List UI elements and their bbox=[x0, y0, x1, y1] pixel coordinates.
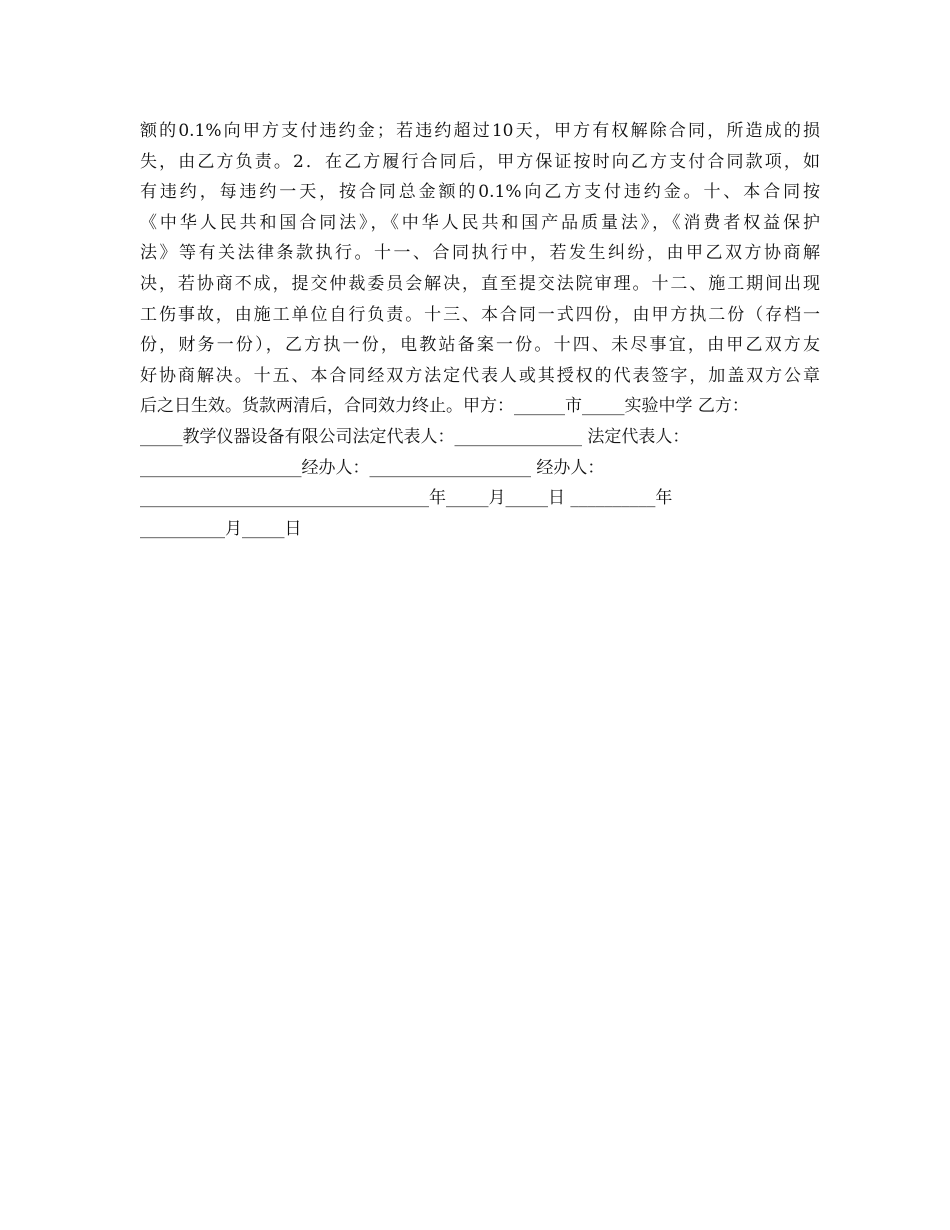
text-line: _____教学仪器设备有限公司法定代表人：_______________ 法定代表人： bbox=[140, 426, 690, 447]
text-line: 失，由乙方负责。2．在乙方履行合同后，甲方保证按时向乙方支付合同款项，如 bbox=[140, 151, 820, 172]
contract-text bbox=[140, 116, 820, 544]
text-line: 法》等有关法律条款执行。十一、合同执行中，若发生纠纷，由甲乙双方协商解 bbox=[140, 243, 820, 264]
text-line: 有违约，每违约一天，按合同总金额的0.1%向乙方支付违约金。十、本合同按 bbox=[140, 182, 820, 203]
text-line: __________________________________年_____月_____日 __________年 bbox=[140, 488, 673, 509]
text-line: 后之日生效。货款两清后，合同效力终止。甲方：______市_____实验中学 乙方： bbox=[140, 396, 749, 417]
text-line: 工伤事故，由施工单位自行负责。十三、本合同一式四份，由甲方执二份（存档一 bbox=[140, 304, 820, 325]
text-line: 份，财务一份），乙方执一份，电教站备案一份。十四、未尽事宜，由甲乙双方友 bbox=[140, 335, 820, 356]
text-line: __________月_____日 bbox=[140, 518, 302, 539]
text-line: ___________________经办人：___________________ 经办人： bbox=[140, 457, 605, 478]
text-line: 决，若协商不成，提交仲裁委员会解决，直至提交法院审理。十二、施工期间出现 bbox=[140, 273, 820, 294]
text-line: 《中华人民共和国合同法》，《中华人民共和国产品质量法》，《消费者权益保护 bbox=[140, 212, 820, 233]
text-line: 好协商解决。十五、本合同经双方法定代表人或其授权的代表签字，加盖双方公章 bbox=[140, 365, 820, 386]
text-line: 额的0.1%向甲方支付违约金；若违约超过10天，甲方有权解除合同，所造成的损 bbox=[140, 121, 820, 141]
